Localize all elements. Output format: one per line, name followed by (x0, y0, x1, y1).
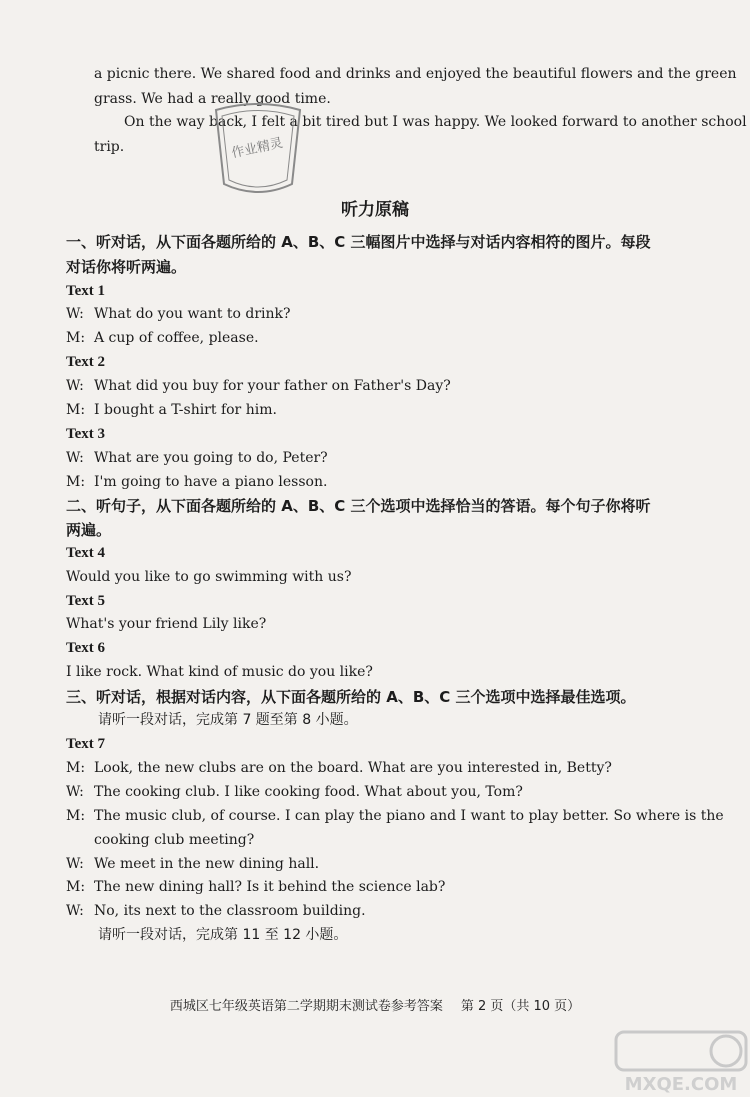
intro-line-2: grass. We had a really good time. (94, 91, 331, 107)
utterance: What do you want to drink? (94, 306, 291, 322)
speaker: M: (66, 402, 86, 418)
utterance: The new dining hall? Is it behind the science lab? (94, 879, 446, 895)
dialog-line (66, 304, 291, 324)
dialog-line-cont: cooking club meeting? (94, 832, 255, 848)
utterance: We meet in the new dining hall. (94, 856, 320, 872)
dialog-line (66, 472, 327, 492)
sentence: I like rock. What kind of music do you like? (66, 664, 373, 680)
section-2-heading: 二、听句子，从下面各题所给的 A、B、C 三个选项中选择恰当的答语。每个句子你将听 (66, 497, 651, 515)
text-3-label: Text 3 (66, 426, 106, 442)
svg-text:作业精灵: 作业精灵 (230, 135, 285, 162)
utterance: Look, the new clubs are on the board. What are you interested in, Betty? (94, 760, 612, 776)
dialog-line (66, 877, 445, 897)
page-title: 听力原稿 (341, 200, 409, 220)
speaker: W: (66, 903, 84, 919)
speaker: M: (66, 760, 86, 776)
utterance: No, its next to the classroom building. (94, 903, 366, 919)
sentence: Would you like to go swimming with us? (66, 569, 352, 585)
sentence: What's your friend Lily like? (66, 616, 267, 632)
utterance: I'm going to have a piano lesson. (94, 474, 328, 490)
utterance: The cooking club. I like cooking food. What about you, Tom? (94, 784, 523, 800)
stamp-logo (208, 96, 308, 204)
intro-line-1: a picnic there. We shared food and drinks and enjoyed the beautiful flowers and the green (94, 66, 737, 82)
text-1-label: Text 1 (66, 283, 106, 299)
watermark-logo (612, 1028, 750, 1097)
utterance: What did you buy for your father on Father's Day? (94, 378, 451, 394)
instruction-11-12: 请听一段对话，完成第 11 至 12 小题。 (98, 927, 348, 943)
text-5-label: Text 5 (66, 593, 106, 609)
dialog-line (66, 806, 724, 826)
text-6-label: Text 6 (66, 640, 106, 656)
section-1-heading-cont: 对话你将听两遍。 (66, 258, 187, 276)
speaker: W: (66, 378, 84, 394)
svg-text:MXQE.COM: MXQE.COM (624, 1074, 738, 1095)
speaker: W: (66, 856, 84, 872)
intro-line-3: On the way back, I felt a bit tired but I was happy. We looked forward to another school (124, 114, 747, 130)
dialog-line (66, 758, 612, 778)
speaker: M: (66, 330, 86, 346)
text-4-label: Text 4 (66, 545, 106, 561)
footer-page-info: 第 2 页（共 10 页） (460, 999, 581, 1014)
section-3-heading: 三、听对话，根据对话内容，从下面各题所给的 A、B、C 三个选项中选择最佳选项。 (66, 688, 636, 706)
utterance: I bought a T-shirt for him. (94, 402, 277, 418)
page-footer (0, 995, 750, 1014)
speaker: W: (66, 784, 84, 800)
speaker: M: (66, 879, 86, 895)
dialog-line (66, 448, 328, 468)
dialog-line (66, 901, 366, 921)
dialog-line (66, 376, 451, 396)
utterance: The music club, of course. I can play the piano and I want to play better. So where is the (94, 808, 724, 824)
dialog-line (66, 854, 319, 874)
dialog-line (66, 782, 523, 802)
text-7-label: Text 7 (66, 736, 106, 752)
section-2-heading-cont: 两遍。 (66, 521, 112, 539)
speaker: M: (66, 808, 86, 824)
dialog-line (66, 328, 259, 348)
section-3-instruction: 请听一段对话，完成第 7 题至第 8 小题。 (98, 712, 358, 728)
speaker: W: (66, 306, 84, 322)
speaker: W: (66, 450, 84, 466)
section-1-heading: 一、听对话，从下面各题所给的 A、B、C 三幅图片中选择与对话内容相符的图片。每段 (66, 233, 651, 251)
text-2-label: Text 2 (66, 354, 106, 370)
dialog-line (66, 400, 277, 420)
speaker: M: (66, 474, 86, 490)
footer-doc-title: 西城区七年级英语第二学期期末测试卷参考答案 (169, 999, 443, 1014)
utterance: What are you going to do, Peter? (94, 450, 328, 466)
intro-line-4: trip. (94, 139, 125, 155)
utterance: A cup of coffee, please. (94, 330, 259, 346)
